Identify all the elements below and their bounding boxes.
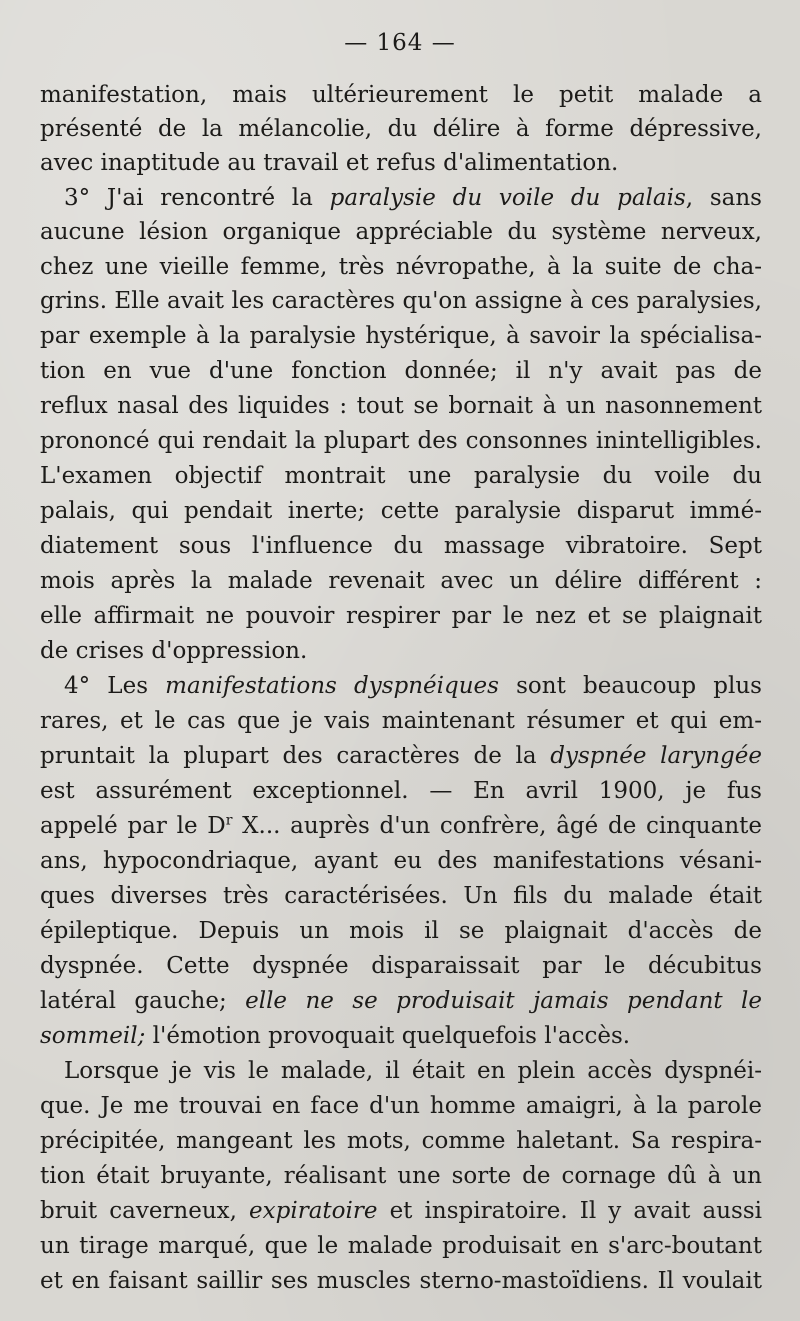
text-line: sommeil; l'émotion provoquait quelquefois l'accès. (40, 1023, 631, 1049)
page-number: — 164 — (344, 30, 456, 56)
text-line: aucune lésion organique appréciable du système nerveux, (40, 219, 762, 245)
text-line: tion en vue d'une fonction donnée; il n'y avait pas de (40, 358, 762, 384)
text-line: présenté de la mélancolie, du délire à forme dépressive, (40, 116, 762, 142)
text-line: L'examen objectif montrait une paralysie du voile du (40, 463, 762, 489)
text-line: Lorsque je vis le malade, il était en plein accès dyspnéi- (64, 1058, 762, 1084)
text-line: latéral gauche; elle ne se produisait jamais pendant le (40, 988, 763, 1014)
text-line: dyspnée. Cette dyspnée disparaissait par le décubitus (40, 953, 762, 979)
text-line: prononcé qui rendait la plupart des consonnes inintelligibles. (40, 428, 762, 454)
text-line: que. Je me trouvai en face d'un homme amaigri, à la parole (40, 1093, 762, 1119)
text-line: précipitée, mangeant les mots, comme haletant. Sa respira- (40, 1128, 762, 1154)
text-line: ans, hypocondriaque, ayant eu des manifestations vésani- (40, 848, 762, 874)
text-line: ques diverses très caractérisées. Un fils du malade était (40, 883, 762, 909)
text-line: avec inaptitude au travail et refus d'alimentation. (40, 150, 619, 176)
text-line: par exemple à la paralysie hystérique, à savoir la spécialisa- (40, 323, 762, 349)
text-line: palais, qui pendait inerte; cette paralysie disparut immé- (40, 498, 762, 524)
text-line: 4° Les manifestations dyspnéiques sont beaucoup plus (64, 673, 762, 699)
text-line: elle affirmait ne pouvoir respirer par le nez et se plaignait (40, 603, 762, 629)
text-line: diatement sous l'influence du massage vibratoire. Sept (40, 533, 762, 559)
text-line: de crises d'oppression. (40, 638, 308, 664)
text-line: tion était bruyante, réalisant une sorte de cornage dû à un (40, 1163, 762, 1189)
text-line: et en faisant saillir ses muscles sterno-mastoïdiens. Il voulait (40, 1268, 762, 1294)
text-line: pruntait la plupart des caractères de la dyspnée laryngée (40, 743, 763, 769)
text-line: bruit caverneux, expiratoire et inspiratoire. Il y avait aussi (40, 1198, 762, 1224)
text-line: manifestation, mais ultérieurement le petit malade a (40, 82, 762, 108)
text-line: appelé par le $D^r$ X... auprès d'un confrère, âgé de cinquante (40, 812, 762, 839)
text-line: rares, et le cas que je vais maintenant résumer et qui em- (40, 708, 762, 734)
text-line: reflux nasal des liquides : tout se bornait à un nasonnement (40, 393, 762, 419)
text-line: un tirage marqué, que le malade produisait en s'arc-boutant (40, 1233, 762, 1259)
text-line: chez une vieille femme, très névropathe, à la suite de cha- (40, 254, 762, 280)
text-line: épileptique. Depuis un mois il se plaignait d'accès de (40, 918, 762, 944)
text-line: grins. Elle avait les caractères qu'on assigne à ces paralysies, (40, 288, 762, 314)
text-line: 3° J'ai rencontré la paralysie du voile du palais, sans (64, 185, 762, 211)
text-line: mois après la malade revenait avec un délire différent : (40, 568, 762, 594)
text-line: est assurément exceptionnel. — En avril 1900, je fus (40, 778, 762, 804)
